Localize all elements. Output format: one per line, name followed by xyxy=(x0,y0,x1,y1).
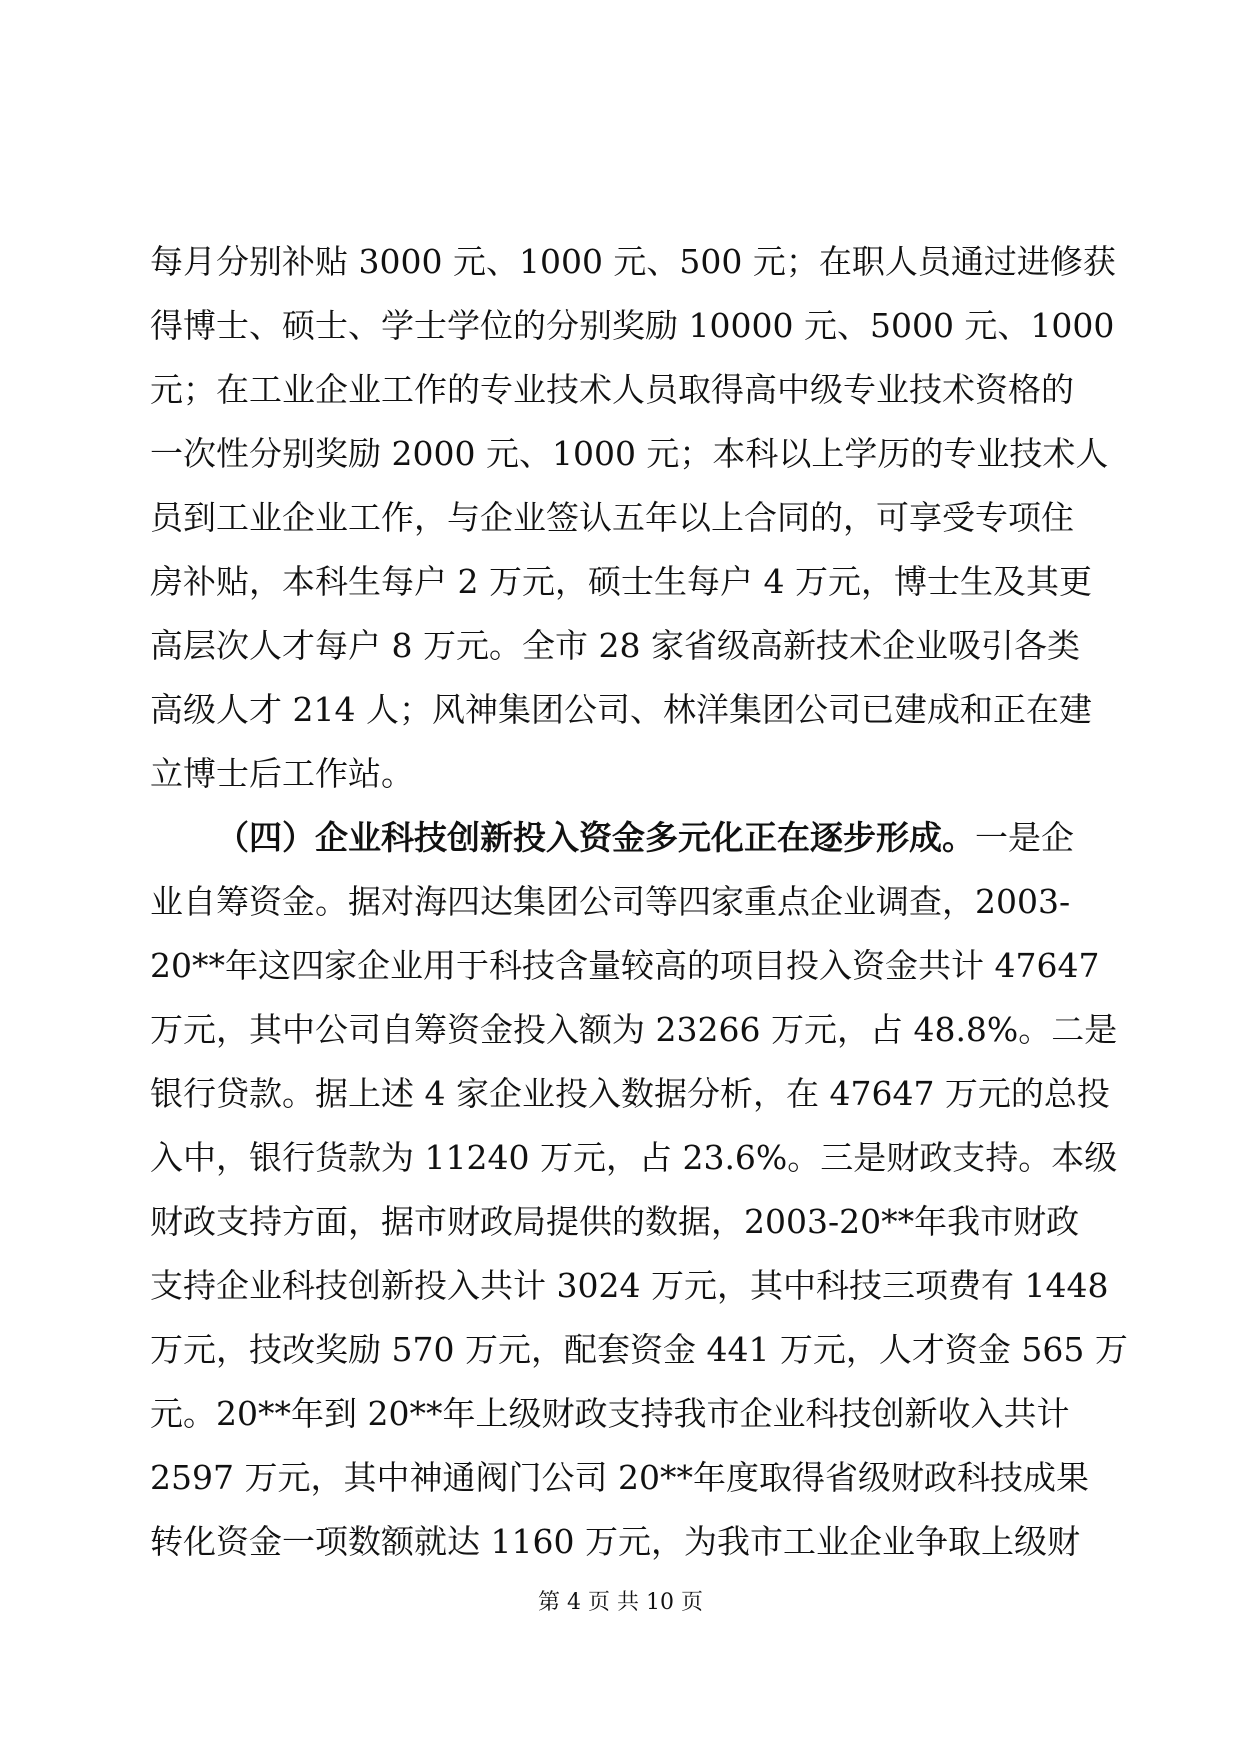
paragraph-line: 支持企业科技创新投入共计 3024 万元，其中科技三项费有 1448 xyxy=(150,1266,1109,1305)
paragraph-line: 得博士、硕士、学士学位的分别奖励 10000 元、5000 元、1000 xyxy=(150,306,1115,345)
paragraph-line: 立博士后工作站。 xyxy=(150,754,414,793)
paragraph-line: 万元，其中公司自筹资金投入额为 23266 万元，占 48.8%。二是 xyxy=(150,1010,1118,1049)
paragraph-line: 一次性分别奖励 2000 元、1000 元；本科以上学历的专业技术人 xyxy=(150,434,1109,473)
paragraph-line: 房补贴，本科生每户 2 万元，硕士生每户 4 万元，博士生及其更 xyxy=(150,562,1092,601)
paragraph-line: 入中，银行货款为 11240 万元，占 23.6%。三是财政支持。本级 xyxy=(150,1138,1118,1177)
paragraph-line: 业自筹资金。据对海四达集团公司等四家重点企业调查，2003- xyxy=(150,882,1071,921)
paragraph-line: 每月分别补贴 3000 元、1000 元、500 元；在职人员通过进修获 xyxy=(150,242,1116,281)
page-number-footer: 第 4 页 共 10 页 xyxy=(538,1590,703,1615)
paragraph-line: 高层次人才每户 8 万元。全市 28 家省级高新技术企业吸引各类 xyxy=(150,626,1080,665)
section-4-heading: （四）企业科技创新投入资金多元化正在逐步形成。 xyxy=(216,818,975,857)
section-4-first-line xyxy=(150,806,1100,870)
paragraph-line: 银行贷款。据上述 4 家企业投入数据分析，在 47647 万元的总投 xyxy=(150,1074,1110,1113)
paragraph-line: 转化资金一项数额就达 1160 万元，为我市工业企业争取上级财 xyxy=(150,1522,1080,1561)
document-body xyxy=(150,230,1128,1574)
paragraph-line: 高级人才 214 人；风神集团公司、林洋集团公司已建成和正在建 xyxy=(150,690,1092,729)
section-4-first-line-rest: 一是企 xyxy=(975,818,1074,857)
paragraph-line: 20**年这四家企业用于科技含量较高的项目投入资金共计 47647 xyxy=(150,946,1100,985)
paragraph-line: 元。20**年到 20**年上级财政支持我市企业科技创新收入共计 xyxy=(150,1394,1070,1433)
paragraph-line: 财政支持方面，据市财政局提供的数据，2003-20**年我市财政 xyxy=(150,1202,1080,1241)
paragraph-line: 万元，技改奖励 570 万元，配套资金 441 万元，人才资金 565 万 xyxy=(150,1330,1128,1369)
paragraph-line: 员到工业企业工作，与企业签认五年以上合同的，可享受专项住 xyxy=(150,498,1074,537)
paragraph-line: 元；在工业企业工作的专业技术人员取得高中级专业技术资格的 xyxy=(150,370,1074,409)
paragraph-line: 2597 万元，其中神通阀门公司 20**年度取得省级财政科技成果 xyxy=(150,1458,1089,1497)
